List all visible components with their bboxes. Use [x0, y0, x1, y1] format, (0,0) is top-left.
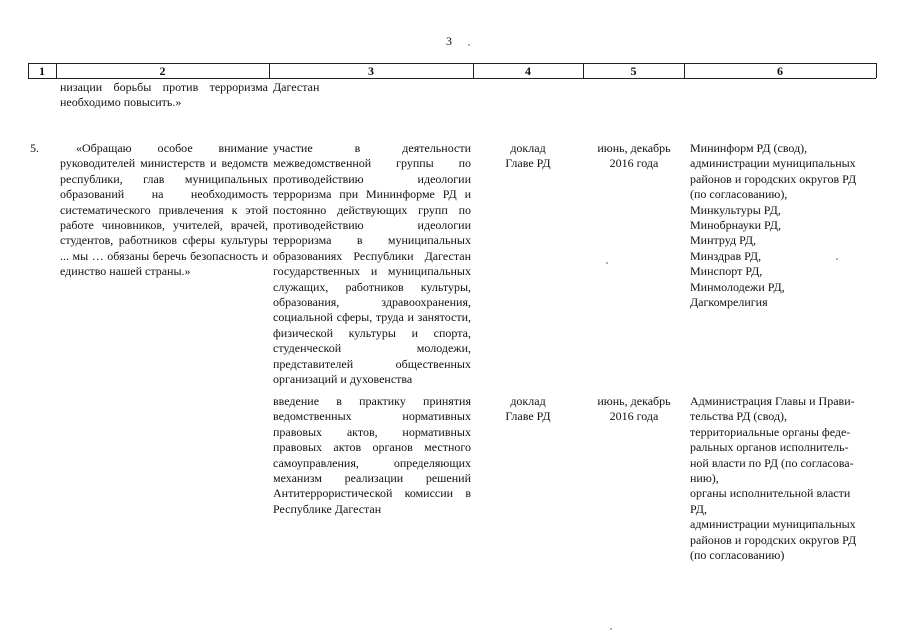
- header-bottom-border: [28, 78, 876, 79]
- executor-line: органы исполнительной власти: [690, 486, 851, 501]
- executor-line: тельства РД (свод),: [690, 409, 788, 424]
- measure-text: участие в деятельности межведомственной группы по противодействию идеологии терроризма при Мининформе РД и постоянно действующих групп по противодействию идеологии терроризма в муниципальных образованиях Республики Дагестан государственных и муниципальных служащих, работников культуры, образования, здравоохранения, социальной сферы, труда и занятости, физической культуры и спорта, студенческой молодежи, представителей общественных организаций и духовенства: [273, 141, 471, 387]
- header-col-6: 6: [777, 64, 783, 78]
- header-col-3: 3: [368, 64, 374, 78]
- deadline: [585, 394, 683, 425]
- executors-list: [690, 394, 880, 563]
- executor-line: Минмолодежи РД,: [690, 279, 785, 294]
- row-number: 5.: [30, 141, 39, 155]
- continuation-quote: низации борьбы против терроризма необходимо повысить.»: [60, 80, 268, 110]
- scan-speck: [468, 44, 470, 46]
- page-number: 3: [446, 34, 452, 48]
- executor-line: нию),: [690, 471, 719, 486]
- deadline-line: 2016 года: [609, 156, 659, 171]
- scan-speck: [606, 262, 608, 264]
- measure-text: введение в практику принятия ведомственных нормативных правовых актов, нормативных правовых актов органов местного самоуправления, определяющих механизм реализации решений Антитеррористической комиссии в Республике Дагестан: [273, 394, 471, 516]
- header-col-4: 4: [525, 64, 531, 78]
- report-form-line: Главе РД: [505, 409, 551, 424]
- executor-line: (по согласованию),: [690, 187, 788, 202]
- row-quote: «Обращаю особое внимание руководителей министерств и ведомств республики, глав муниципальных образований на необходимость систематического привлечения к этой работе чиновников, учителей, врачей, студентов, работников сферы культуры ... мы … обязаны беречь безопасность и единство нашей страны.»: [60, 141, 268, 279]
- executor-line: Минспорт РД,: [690, 264, 763, 279]
- executor-line: Дагкомрелигия: [690, 295, 768, 310]
- deadline-line: июнь, декабрь: [597, 141, 671, 155]
- executor-line: Минтруд РД,: [690, 233, 757, 248]
- executor-line: ной власти по РД (по согласова-: [690, 455, 854, 470]
- report-form-line: Главе РД: [505, 156, 551, 171]
- executor-line: (по согласованию): [690, 548, 785, 563]
- header-col-2: 2: [159, 64, 166, 78]
- executor-line: Минздрав РД,: [690, 248, 762, 263]
- deadline: [585, 141, 683, 172]
- executor-line: Минкультуры РД,: [690, 202, 781, 217]
- report-form-line: доклад: [510, 141, 546, 155]
- executor-line: Мининформ РД (свод),: [690, 141, 808, 155]
- deadline-line: 2016 года: [609, 409, 659, 424]
- executor-line: администрации муниципальных: [690, 156, 856, 171]
- report-form: [478, 394, 578, 425]
- report-form-line: доклад: [510, 394, 546, 408]
- report-form: [478, 141, 578, 172]
- continuation-measure: Дагестан: [273, 80, 320, 94]
- executor-line: Минобрнауки РД,: [690, 218, 781, 233]
- executor-line: районов и городских округов РД: [690, 532, 857, 547]
- deadline-line: июнь, декабрь: [597, 394, 671, 408]
- scan-speck: [610, 628, 612, 630]
- executor-line: РД,: [690, 501, 707, 516]
- header-divider: [876, 63, 877, 78]
- header-col-5: 5: [630, 64, 637, 78]
- executor-line: территориальные органы феде-: [690, 424, 851, 439]
- executor-line: администрации муниципальных: [690, 517, 856, 532]
- executors-list: [690, 141, 880, 310]
- header-col-1: 1: [39, 64, 45, 78]
- executor-line: районов и городских округов РД: [690, 171, 857, 186]
- executor-line: ральных органов исполнитель-: [690, 440, 849, 455]
- scan-speck: [836, 258, 838, 260]
- executor-line: Администрация Главы и Прави-: [690, 394, 855, 408]
